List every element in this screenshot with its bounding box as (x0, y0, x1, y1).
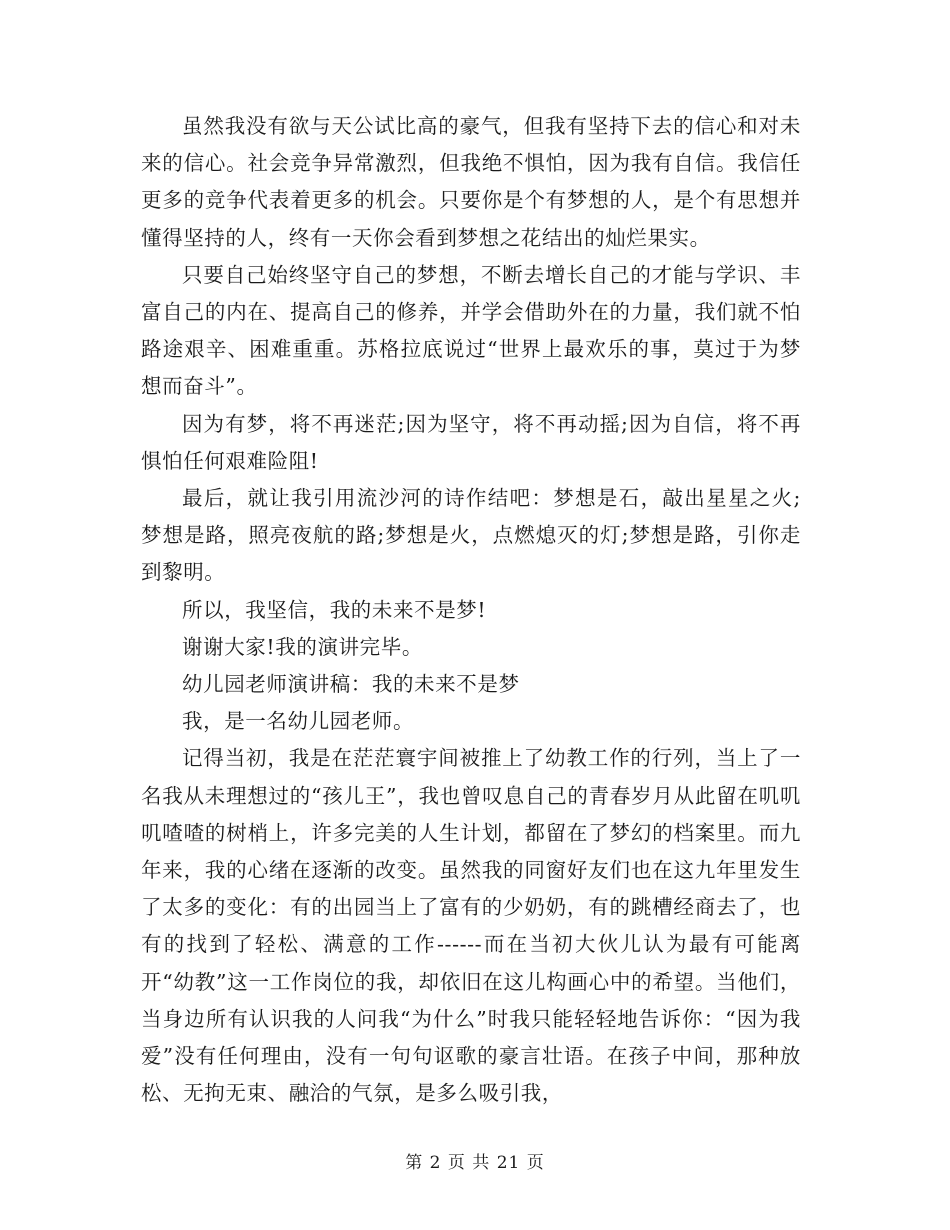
footer-total-pages: 21 (496, 1153, 521, 1173)
footer-prefix: 第 (405, 1153, 424, 1173)
paragraph: 最后，就让我引用流沙河的诗作结吧：梦想是石，敲出星星之火;梦想是路，照亮夜航的路;梦想是火，点燃熄灭的灯;梦想是路，引你走到黎明。 (141, 486, 801, 585)
paragraph: 所以，我坚信，我的未来不是梦! (182, 597, 487, 622)
footer-page-number: 2 (429, 1153, 442, 1173)
paragraph: 因为有梦，将不再迷茫;因为坚守，将不再动摇;因为自信，将不再惧怕任何艰难险阻! (141, 411, 801, 473)
paragraph: 虽然我没有欲与天公试比高的豪气，但我有坚持下去的信心和对未来的信心。社会竞争异常激烈，但我绝不惧怕，因为我有自信。我信任更多的竞争代表着更多的机会。只要你是个有梦想的人，是个有思想并懂得坚持的人，终有一天你会看到梦想之花结出的灿烂果实。 (141, 114, 801, 250)
footer-middle: 页 共 (447, 1153, 491, 1173)
paragraph: 记得当初，我是在茫茫寰宇间被推上了幼教工作的行列，当上了一名我从未理想过的“孩儿王”，我也曾叹息自己的青春岁月从此留在叽叽叽喳喳的树梢上，许多完美的人生计划，都留在了梦幻的档案里。而九年来，我的心绪在逐渐的改变。虽然我的同窗好友们也在这九年里发生了太多的变化：有的出园当上了富有的少奶奶，有的跳槽经商去了，也有的找到了轻松、满意的工作------而在当初大伙儿认为最有可能离开“幼教”这一工作岗位的我，却依旧在这儿构画心中的希望。当他们，当身边所有认识我的人问我“为什么”时我只能轻轻地告诉你：“因为我爱”没有任何理由，没有一句句讴歌的豪言壮语。在孩子中间，那种放松、无拘无束、融洽的气氛，是多么吸引我， (141, 746, 801, 1106)
footer-suffix: 页 (526, 1153, 545, 1173)
page-footer (0, 1148, 950, 1173)
paragraph: 只要自己始终坚守自己的梦想，不断去增长自己的才能与学识、丰富自己的内在、提高自己的修养，并学会借助外在的力量，我们就不怕路途艰辛、困难重重。苏格拉底说过“世界上最欢乐的事，莫过于为梦想而奋斗”。 (141, 262, 801, 399)
document-body (141, 108, 801, 1112)
section-title: 幼儿园老师演讲稿：我的未来不是梦 (182, 672, 520, 697)
paragraph: 我，是一名幼儿园老师。 (182, 709, 415, 734)
paragraph: 谢谢大家!我的演讲完毕。 (182, 634, 423, 659)
